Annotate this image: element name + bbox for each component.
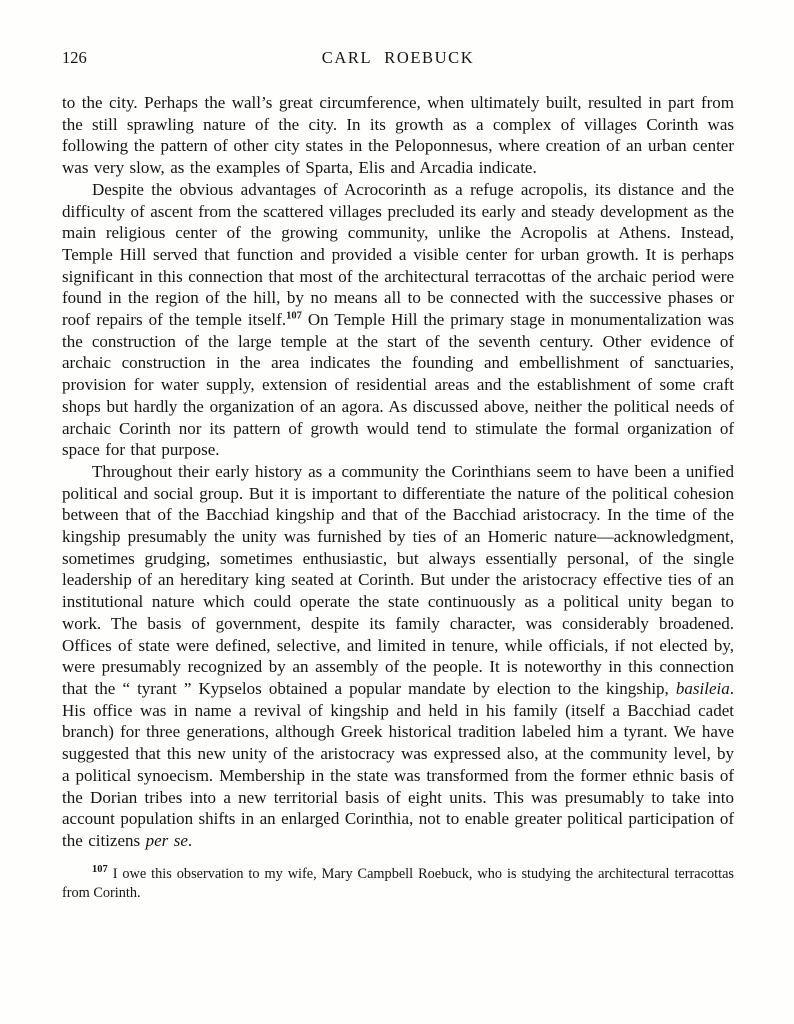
footnote-block — [62, 865, 734, 904]
footnote-reference-marker: 107 — [286, 310, 302, 322]
paragraph-3-text-a: Throughout their early history as a community the Corinthians seem to have been a unified political and social group. But it is important to differentiate the nature of the political cohesion between that of the Bacchiad kingship and that of the Bacchiad aristocracy. In the time of the kingship presumably the unity was furnished by ties of an Homeric nature—acknowledgment, sometimes grudging, sometimes enthusiastic, but always essentially personal, of the single leadership of an hereditary king seated at Corinth. But under the aristocracy effective ties of an institutional nature which could operate the state continuously as a political unity began to work. The basis of government, despite its family character, was considerably broadened. Offices of state were defined, selective, and limited in tenure, while officials, if not elected by, were presumably recognized by an assembly of the people. It is noteworthy in this connection that the “ tyrant ” Kypselos obtained a popular mandate by election to the kingship, — [62, 461, 734, 698]
italic-term-per-se: per se — [145, 830, 188, 850]
document-page — [62, 48, 734, 904]
paragraph-1-text: to the city. Perhaps the wall’s great circumference, when ultimately built, resulted in part from the still sprawling nature of the city. In its growth as a complex of villages Corinth was following the pattern of other city states in the Peloponnesus, where creation of an urban center was very slow, as the examples of Sparta, Elis and Arcadia indicate. — [62, 93, 734, 178]
paragraph-2-text-b: On Temple Hill the primary stage in monumentalization was the construction of the large temple at the start of the seventh century. Other evidence of archaic construction in the area indicates the founding and embellishment of sanctuaries, provision for water supply, extension of residential areas and the establishment of some craft shops but hardly the organization of an agora. As discussed above, neither the political needs of archaic Corinth nor its pattern of growth would tend to stimulate the formal organization of space for that purpose. — [62, 310, 734, 460]
paragraph-3-text-c: . — [187, 830, 193, 850]
paragraph-2-text-a: Despite the obvious advantages of Acrocorinth as a refuge acropolis, its distance and the difficulty of ascent from the scattered villages precluded its early and steady development as the main religious center of the growing community, unlike the Acropolis at Athens. Instead, Temple Hill served that function and provided a visible center for urban growth. It is perhaps significant in this connection that most of the architectural terracottas of the archaic period were found in the region of the hill, by no means all to be connected with the successive phases or roof repairs of the temple itself. — [62, 179, 734, 330]
paragraph-3-text-b: . His office was in name a revival of kingship and held in his family (itself a Bacchiad cadet branch) for three generations, although Greek historical tradition labeled him a tyrant. We have suggested that this new unity of the aristocracy was expressed also, at the community level, by a political synoecism. Membership in the state was transformed from the former ethnic basis of the Dorian tribes into a new territorial basis of eight units. This was presumably to take into account population shifts in an enlarged Corinthia, not to enable greater political participation of the citizens — [62, 678, 734, 850]
footnote-text: I owe this observation to my wife, Mary Campbell Roebuck, who is studying the architectural terracottas from Corinth. — [62, 865, 734, 902]
footnote-number: 107 — [92, 863, 108, 875]
page-number: 126 — [62, 48, 87, 67]
paragraph-1 — [62, 92, 734, 179]
paragraph-3 — [62, 461, 734, 852]
running-header-title: CARL ROEBUCK — [321, 48, 475, 67]
footnote-107 — [62, 865, 734, 904]
paragraph-2 — [62, 179, 734, 461]
italic-term-basileia: basileia — [675, 678, 730, 698]
body-text-block — [62, 92, 734, 852]
running-header — [62, 48, 734, 70]
